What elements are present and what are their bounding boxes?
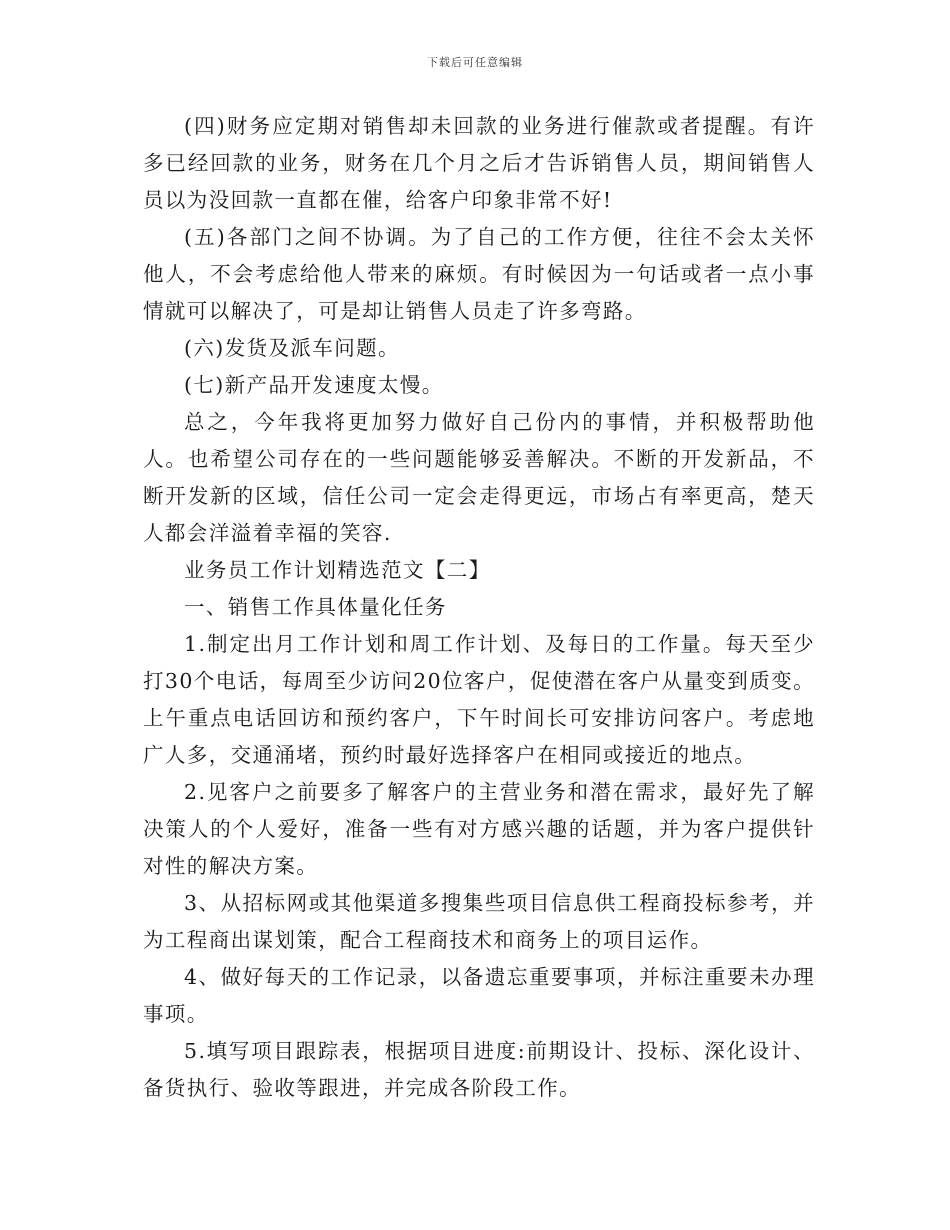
list-item-4: 4、做好每天的工作记录，以备遗忘重要事项，并标注重要未办理事项。	[143, 965, 815, 1026]
paragraph-delivery-issue: (六)发货及派车问题。	[184, 336, 400, 360]
list-item-1: 1.制定出月工作计划和周工作计划、及每日的工作量。每天至少打30个电话，每周至少访问20位客户，促使潜在客户从量变到质变。上午重点电话回访和预约客户，下午时间长可安排访问客户。考虑地广人多，交通涌堵，预约时最好选择客户在相同或接近的地点。	[143, 632, 815, 767]
paragraph-product-development: (七)新产品开发速度太慢。	[184, 373, 444, 397]
list-item-3: 3、从招标网或其他渠道多搜集些项目信息供工程商投标参考，并为工程商出谋划策，配合工程商技术和商务上的项目运作。	[143, 891, 815, 952]
paragraph-summary: 总之，今年我将更加努力做好自己份内的事情，并积极帮助他人。也希望公司存在的一些问题能够妥善解决。不断的开发新品，不断开发新的区域，信任公司一定会走得更远，市场占有率更高，楚天人都会洋溢着幸福的笑容.	[143, 410, 815, 545]
subsection-heading: 一、销售工作具体量化任务	[184, 595, 447, 619]
paragraph-finance-collection: (四)财务应定期对销售却未回款的业务进行催款或者提醒。有许多已经回款的业务，财务在几个月之后才告诉销售人员，期间销售人员以为没回款一直都在催，给客户印象非常不好!	[143, 114, 815, 212]
header-note: 下载后可任意编辑	[427, 56, 523, 69]
list-item-2: 2.见客户之前要多了解客户的主营业务和潜在需求，最好先了解决策人的个人爱好，准备一些有对方感兴趣的话题，并为客户提供针对性的解决方案。	[143, 780, 815, 878]
list-item-5: 5.填写项目跟踪表，根据项目进度:前期设计、投标、深化设计、备货执行、验收等跟进，并完成各阶段工作。	[143, 1039, 815, 1100]
section-title: 业务员工作计划精选范文【二】	[184, 558, 491, 582]
paragraph-department-coordination: (五)各部门之间不协调。为了自己的工作方便，往往不会太关怀他人，不会考虑给他人带来的麻烦。有时候因为一句话或者一点小事情就可以解决了，可是却让销售人员走了许多弯路。	[143, 225, 815, 323]
document-body	[143, 108, 815, 1107]
